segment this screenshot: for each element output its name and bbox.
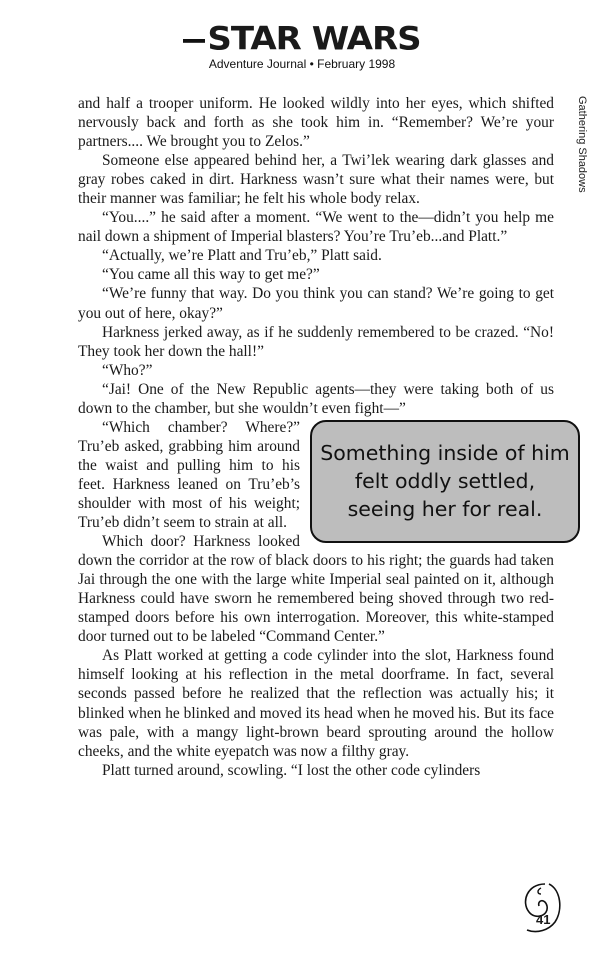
paragraph: Platt turned around, scowling. “I lost the other code cylinders: [102, 761, 481, 779]
paragraph: “We’re funny that way. Do you think you can stand? We’re going to get you out of here, okay?”: [78, 285, 554, 322]
article-body: [78, 94, 570, 780]
paragraph: “Who?”: [102, 361, 153, 379]
star-wars-logo: [0, 20, 604, 58]
paragraph: “Actually, we’re Platt and Tru’eb,” Platt said.: [102, 247, 382, 265]
page-number-ornament: [515, 880, 565, 936]
paragraph: Harkness jerked away, as if he suddenly remembered to be crazed. “No! They took her down the hall!”: [78, 323, 554, 360]
pull-quote-text: Something inside of him felt oddly settled, seeing her for real.: [320, 441, 570, 522]
logo-bar-icon: [183, 39, 205, 43]
paragraph: and half a trooper uniform. He looked wildly into her eyes, which shifted nervously back and forth as she took him in. “Remember? We’re your partners.... We brought you to Zelos.”: [78, 95, 554, 151]
paragraph: “Jai! One of the New Republic agents—they were taking both of us down to the chamber, but she wouldn’t even fight—”: [78, 380, 554, 417]
logo-text: STAR WARS: [207, 20, 421, 58]
pull-quote: [310, 420, 580, 543]
paragraph: Which door? Harkness looked down the corridor at the row of black doors to his right; the guards had taken Jai through the one with the large white Imperial seal painted on it, although Harkness could have sworn he remembered being shoved through two red-stamped doors before his own interrogation. Moreover, this white-stamped door turned out to be labeled “Command Center.”: [78, 533, 554, 646]
paragraph: Someone else appeared behind her, a Twi’lek wearing dark glasses and gray robes caked in dirt. Harkness wasn’t sure what their names were, but their manner was familiar; he felt his whole body relax.: [78, 152, 554, 208]
magazine-subtitle: Adventure Journal • February 1998: [208, 57, 396, 71]
story-title-sidebar: Gathering Shadows: [576, 96, 588, 193]
paragraph: As Platt worked at getting a code cylinder into the slot, Harkness found himself looking at his reflection in the metal doorframe. In fact, several seconds passed before he realized that the reflection was actually his; it blinked when he blinked and moved its head when he moved his. But its face was pale, with a mangy light-brown beard sprouting around the hollow cheeks, and the white eyepatch was now a filthy gray.: [78, 647, 554, 760]
paragraph: “You came all this way to get me?”: [102, 266, 320, 284]
paragraph: “You....” he said after a moment. “We went to the—didn’t you help me nail down a shipment of Imperial blasters? You’re Tru’eb...and Platt.”: [78, 209, 554, 246]
swirl-icon: [515, 880, 565, 936]
paragraph: “Which chamber? Where?” Tru’eb asked, grabbing him around the waist and pulling him to his feet. Harkness leaned on Tru’eb’s shoulder with most of his weight; Tru’eb didn’t seem to strain at all.: [78, 418, 300, 532]
page-number: 41: [536, 912, 551, 927]
